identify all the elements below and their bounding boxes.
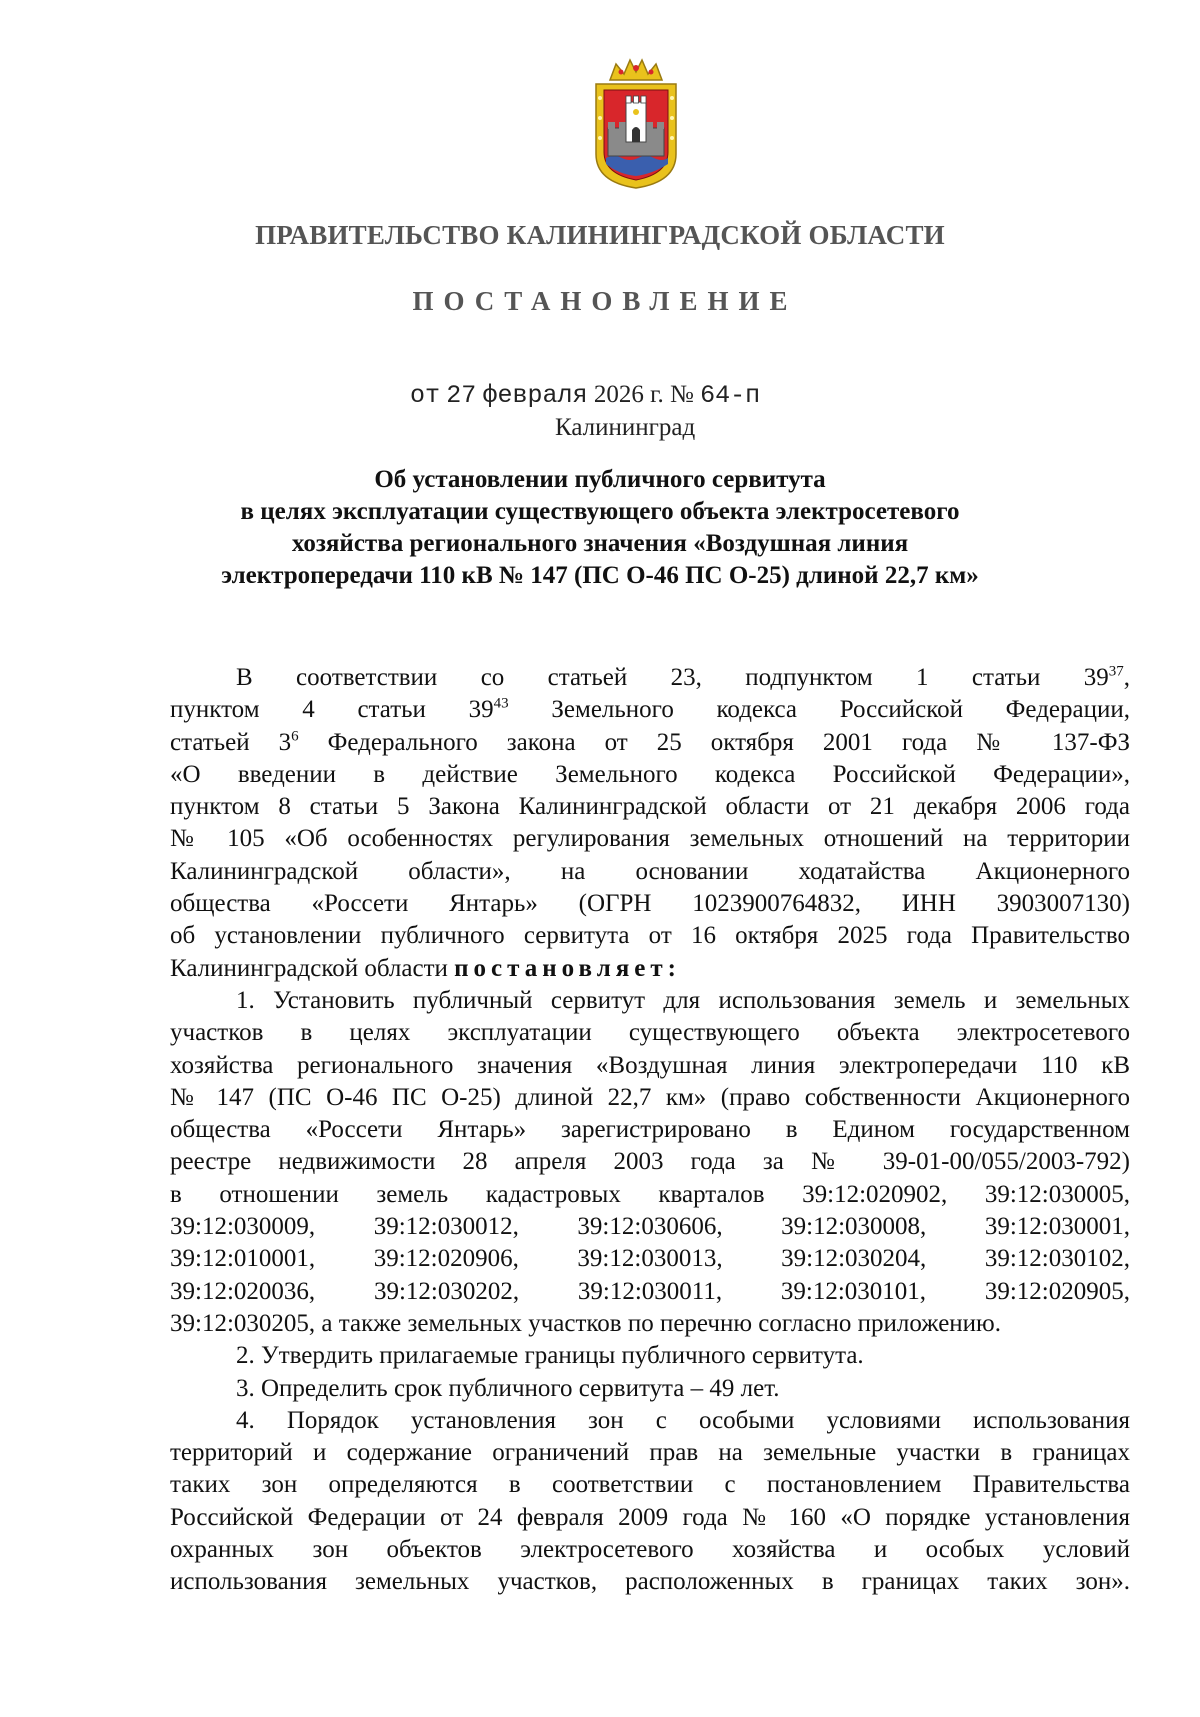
superscript: 43 — [493, 695, 509, 712]
clause-4-line: Российской Федерации от 24 февраля 2009 года № 160 «О порядке установления — [170, 1503, 1130, 1531]
title-line: электропередачи 110 кВ № 147 (ПС О-46 ПС О-25) длиной 22,7 км» — [221, 562, 979, 589]
document-title — [150, 464, 1050, 592]
preamble-line — [170, 953, 1130, 985]
clause-4-line: таких зон определяются в соответствии с постановлением Правительства — [170, 1471, 1130, 1499]
text-run: , — [1123, 664, 1130, 691]
clause-1-line: 39:12:030009, 39:12:030012, 39:12:030606, 39:12:030008, 39:12:030001, — [170, 1213, 1130, 1241]
date-year-suffix: г. — [650, 381, 664, 408]
preamble-line: «О введении в действие Земельного кодекса Российской Федерации», — [170, 760, 1130, 788]
document-body — [170, 662, 1130, 1599]
clause-1-line: 1. Установить публичный сервитут для использования земель и земельных — [236, 986, 1130, 1014]
clause-1-line: участков в целях эксплуатации существующего объекта электросетевого — [170, 1019, 1130, 1047]
title-line: Об установлении публичного сервитута — [374, 466, 826, 493]
superscript: 37 — [1108, 663, 1124, 680]
preamble-line: общества «Россети Янтарь» (ОГРН 1023900764832, ИНН 3903007130) — [170, 890, 1130, 918]
clause-1-line: в отношении земель кадастровых кварталов 39:12:020902, 39:12:030005, — [170, 1180, 1130, 1208]
preamble-line: об установлении публичного сервитута от 16 октября 2025 года Правительство — [170, 922, 1130, 950]
text-run: Земельного кодекса Российской Федерации, — [508, 696, 1130, 724]
clause-4-line: 4. Порядок установления зон с особыми условиями использования — [236, 1406, 1130, 1434]
text-run: В соответствии со статьей 23, подпунктом 1 статьи 39 — [236, 664, 1109, 691]
preamble-line — [170, 727, 1130, 759]
text-run: Калининградской области — [170, 954, 455, 982]
clause-2: 2. Утвердить прилагаемые границы публичного сервитута. — [236, 1342, 864, 1370]
date-year: 2026 — [593, 381, 644, 408]
city: Калининград — [555, 414, 696, 441]
clause-1-line: 39:12:030205, а также земельных участков по перечню согласно приложению. — [170, 1309, 1001, 1337]
preamble-line — [170, 694, 1130, 726]
clause-1-line: реестре недвижимости 28 апреля 2003 года за № 39-01-00/055/2003-792) — [170, 1148, 1130, 1176]
date-day: 27 — [446, 381, 477, 410]
clause-1-line: общества «Россети Янтарь» зарегистрировано в Едином государственном — [170, 1116, 1130, 1144]
clause-1-line: 39:12:010001, 39:12:020906, 39:12:030013, 39:12:030204, 39:12:030102, — [170, 1245, 1130, 1273]
document-number: 64-п — [700, 381, 761, 410]
title-line: в целях эксплуатации существующего объекта электросетевого — [240, 498, 960, 525]
clause-4-line: использования земельных участков, расположенных в границах таких зон». — [170, 1568, 1130, 1596]
text-run: пунктом 4 статьи 39 — [170, 696, 494, 724]
resolves-word: постановляет: — [454, 954, 681, 982]
preamble-line: пунктом 8 статьи 5 Закона Калининградской области от 21 декабря 2006 года — [170, 793, 1130, 821]
preamble-line: Калининградской области», на основании ходатайства Акционерного — [170, 857, 1130, 885]
superscript: 6 — [291, 728, 299, 745]
text-run: Федерального закона от 25 октября 2001 года № 137-ФЗ — [298, 728, 1131, 756]
coat-of-arms-icon — [588, 58, 684, 190]
clause-1-line: № 147 (ПС О-46 ПС О-25) длиной 22,7 км» (право собственности Акционерного — [170, 1083, 1130, 1111]
clause-4-line: охранных зон объектов электросетевого хозяйства и особых условий — [170, 1536, 1130, 1564]
government-name: ПРАВИТЕЛЬСТВО КАЛИНИНГРАДСКОЙ ОБЛАСТИ — [255, 220, 945, 250]
clause-1-line: хозяйства регионального значения «Воздушная линия электропередачи 110 кВ — [170, 1051, 1130, 1079]
preamble-line — [170, 662, 1130, 694]
date-month: февраля — [482, 381, 588, 410]
number-sign: № — [670, 381, 694, 408]
preamble-line: № 105 «Об особенностях регулирования земельных отношений на территории — [170, 825, 1130, 853]
document-type: ПОСТАНОВЛЕНИЕ — [412, 286, 798, 316]
clause-1-line: 39:12:020036, 39:12:030202, 39:12:030011, 39:12:030101, 39:12:020905, — [170, 1277, 1130, 1305]
clause-4-line: территорий и содержание ограничений прав на земельные участки в границах — [170, 1439, 1130, 1467]
text-run: статьей 3 — [170, 728, 292, 756]
clause-3: 3. Определить срок публичного сервитута – 49 лет. — [236, 1374, 780, 1402]
date-number-line — [410, 381, 760, 410]
date-prefix: от — [410, 381, 441, 410]
title-line: хозяйства регионального значения «Воздушная линия — [291, 530, 909, 557]
